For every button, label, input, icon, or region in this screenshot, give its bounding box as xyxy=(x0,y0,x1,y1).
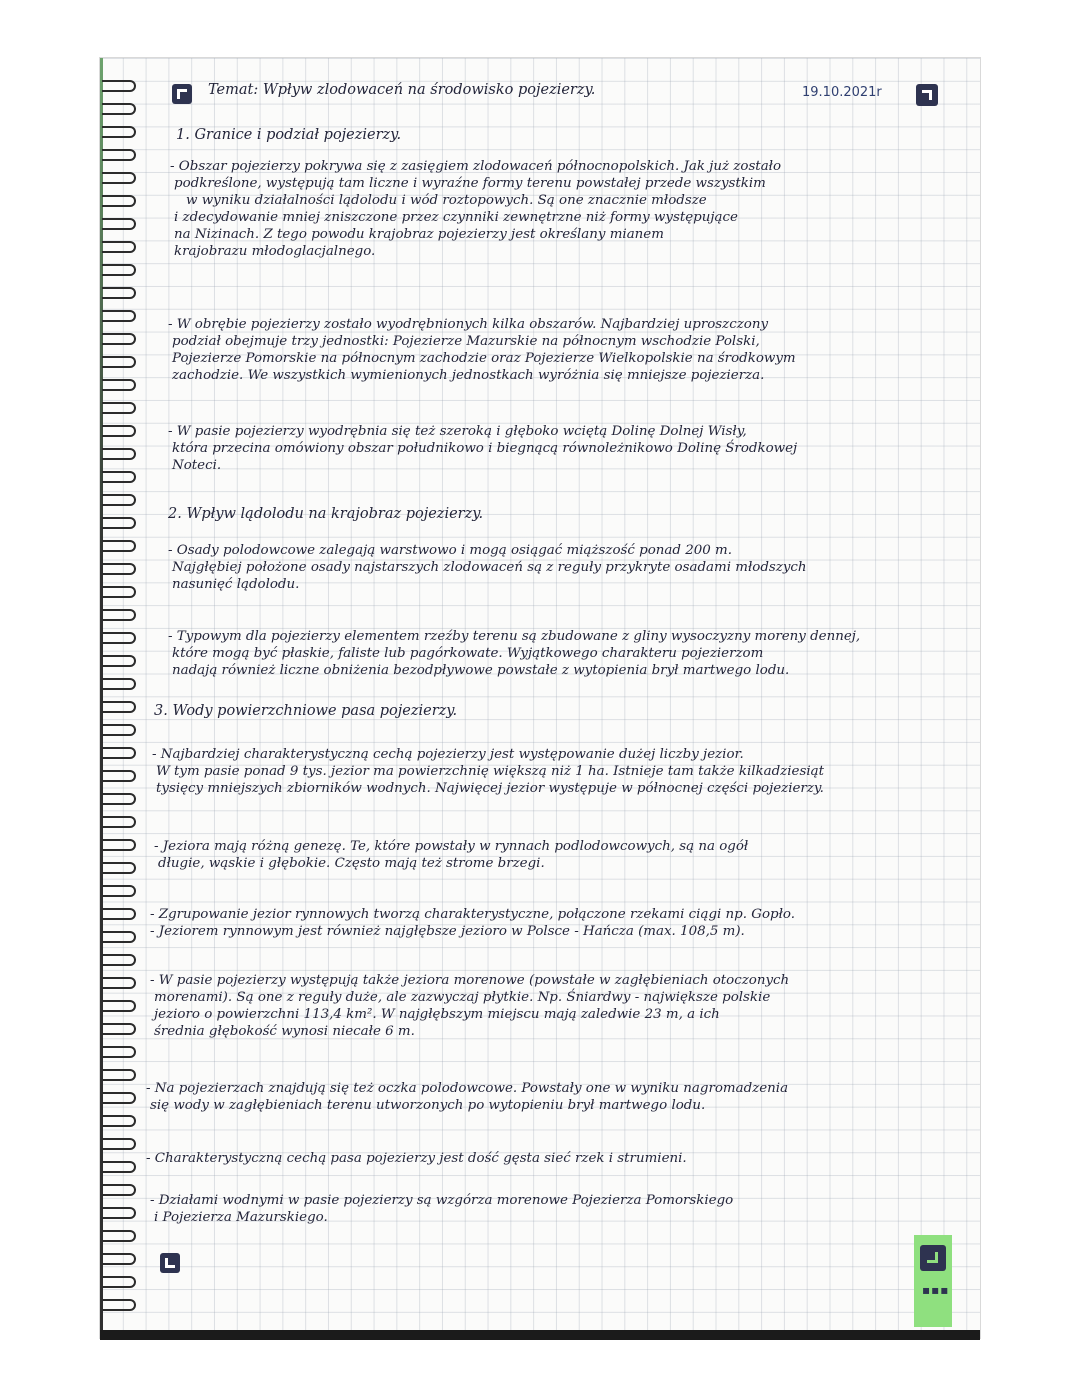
spiral-ring xyxy=(102,287,136,299)
spiral-ring xyxy=(102,586,136,598)
note-line: na Nizinach. Z tego powodu krajobraz pojezierzy jest określany mianem xyxy=(174,227,664,242)
note-line: w wyniku działalności lądolodu i wód roztopowych. Są one znacznie młodsze xyxy=(186,193,707,208)
section-heading: 2. Wpływ lądolodu na krajobraz pojezierzy. xyxy=(168,506,484,522)
note-line: W tym pasie ponad 9 tys. jezior ma powierzchnię większą niż 1 ha. Istnieje tam także kilkadziesiąt xyxy=(156,764,824,779)
spiral-ring xyxy=(102,540,136,552)
spiral-ring xyxy=(102,402,136,414)
note-line: podział obejmuje trzy jednostki: Pojezierze Mazurskie na północnym wschodzie Polski, xyxy=(172,334,760,349)
notebook-spiral-icon xyxy=(102,58,142,1338)
spiral-ring xyxy=(102,1000,136,1012)
note-line: długie, wąskie i głębokie. Często mają też strome brzegi. xyxy=(158,856,545,871)
note-line: morenami). Są one z reguły duże, ale zazwyczaj płytkie. Np. Śniardwy - największe polskie xyxy=(154,990,771,1005)
note-line: krajobrazu młodoglacjalnego. xyxy=(174,244,376,259)
spiral-ring xyxy=(102,126,136,138)
spiral-ring xyxy=(102,103,136,115)
spiral-ring xyxy=(102,1115,136,1127)
note-line: Pojezierze Pomorskie na północnym zachodzie oraz Pojezierze Wielkopolskie na środkowym xyxy=(172,351,796,366)
spiral-ring xyxy=(102,1253,136,1265)
spiral-ring xyxy=(102,793,136,805)
spiral-ring xyxy=(102,885,136,897)
note-line: jezioro o powierzchni 113,4 km². W najgłębszym miejscu mają zaledwie 23 m, a ich xyxy=(154,1007,720,1022)
spiral-ring xyxy=(102,333,136,345)
note-line: która przecina omówiony obszar południkowo i biegnącą równoleżnikowo Dolinę Środkowej xyxy=(172,441,798,456)
note-line: i Pojezierza Mazurskiego. xyxy=(154,1210,328,1225)
note-line: - Osady polodowcowe zalegają warstwowo i mogą osiągać miąższość ponad 200 m. xyxy=(168,543,732,558)
note-line: i zdecydowanie mniej zniszczone przez czynniki zewnętrzne niż formy występujące xyxy=(174,210,738,225)
spiral-ring xyxy=(102,471,136,483)
spiral-ring xyxy=(102,1023,136,1035)
spiral-ring xyxy=(102,977,136,989)
note-line: - Charakterystyczną cechą pasa pojezierzy jest dość gęsta sieć rzek i strumieni. xyxy=(146,1151,687,1166)
spiral-ring xyxy=(102,264,136,276)
note-line: - Działami wodnymi w pasie pojezierzy są wzgórza morenowe Pojezierza Pomorskiego xyxy=(150,1193,734,1208)
spiral-ring xyxy=(102,632,136,644)
spiral-ring xyxy=(102,954,136,966)
spiral-ring xyxy=(102,1161,136,1173)
note-line: średnia głębokość wynosi niecałe 6 m. xyxy=(154,1024,415,1039)
spiral-ring xyxy=(102,218,136,230)
spiral-ring xyxy=(102,494,136,506)
spiral-ring xyxy=(102,1046,136,1058)
page-bottom-edge xyxy=(100,1330,980,1340)
spiral-ring xyxy=(102,425,136,437)
spiral-ring xyxy=(102,563,136,575)
handwritten-notes xyxy=(146,70,948,1270)
spiral-ring xyxy=(102,931,136,943)
note-date: 19.10.2021r xyxy=(802,85,882,100)
note-line: - Jeziorem rynnowym jest również najgłębsze jezioro w Polsce - Hańcza (max. 108,5 m). xyxy=(150,924,745,939)
note-line: Najgłębiej położone osady najstarszych zlodowaceń są z reguły przykryte osadami młodszych xyxy=(172,560,807,575)
note-line: - Obszar pojezierzy pokrywa się z zasięgiem zlodowaceń północnopolskich. Jak już zostało xyxy=(170,159,782,174)
spiral-ring xyxy=(102,310,136,322)
note-line: - W obrębie pojezierzy zostało wyodrębnionych kilka obszarów. Najbardziej uproszczony xyxy=(168,317,769,332)
spiral-ring xyxy=(102,379,136,391)
spiral-ring xyxy=(102,724,136,736)
spiral-ring xyxy=(102,770,136,782)
spiral-ring xyxy=(102,1207,136,1219)
note-line: - Najbardziej charakterystyczną cechą pojezierzy jest występowanie dużej liczby jezior. xyxy=(152,747,744,762)
note-line: - W pasie pojezierzy wyodrębnia się też szeroką i głęboko wciętą Dolinę Dolnej Wisły, xyxy=(168,424,747,439)
spiral-ring xyxy=(102,839,136,851)
note-line: które mogą być płaskie, faliste lub pagórkowate. Wyjątkowego charakteru pojezierzom xyxy=(172,646,764,661)
spiral-ring xyxy=(102,1299,136,1311)
note-line: - Zgrupowanie jezior rynnowych tworzą charakterystyczne, połączone rzekami ciągi np. Gopło. xyxy=(150,907,796,922)
spiral-ring xyxy=(102,862,136,874)
spiral-ring xyxy=(102,172,136,184)
spiral-ring xyxy=(102,149,136,161)
spiral-ring xyxy=(102,609,136,621)
spiral-ring xyxy=(102,1276,136,1288)
spiral-ring xyxy=(102,448,136,460)
note-line: zachodzie. We wszystkich wymienionych jednostkach wyróżnia się mniejsze pojezierza. xyxy=(172,368,765,383)
spiral-ring xyxy=(102,816,136,828)
spiral-ring xyxy=(102,241,136,253)
note-line: się wody w zagłębieniach terenu utworzonych po wytopieniu brył martwego lodu. xyxy=(150,1098,706,1113)
spiral-ring xyxy=(102,195,136,207)
section-heading: 3. Wody powierzchniowe pasa pojezierzy. xyxy=(154,703,458,719)
note-line: podkreślone, występują tam liczne i wyraźne formy terenu powstałej przede wszystkim xyxy=(174,176,766,191)
tab-dots-icon: ▪▪▪ xyxy=(922,1283,950,1297)
spiral-ring xyxy=(102,80,136,92)
spiral-ring xyxy=(102,908,136,920)
spiral-ring xyxy=(102,1069,136,1081)
spiral-ring xyxy=(102,517,136,529)
note-line: - Typowym dla pojezierzy elementem rzeźby terenu są zbudowane z gliny wysoczyzny moreny dennej, xyxy=(168,629,861,644)
spiral-ring xyxy=(102,1184,136,1196)
note-line: - Jeziora mają różną genezę. Te, które powstały w rynnach podlodowcowych, są na ogół xyxy=(154,839,749,854)
spiral-ring xyxy=(102,655,136,667)
spiral-ring xyxy=(102,678,136,690)
spiral-ring xyxy=(102,356,136,368)
spiral-ring xyxy=(102,1138,136,1150)
note-line: - Na pojezierzach znajdują się też oczka polodowcowe. Powstały one w wyniku nagromadzenia xyxy=(146,1081,789,1096)
spiral-ring xyxy=(102,1092,136,1104)
section-heading: 1. Granice i podział pojezierzy. xyxy=(176,127,402,143)
spiral-ring xyxy=(102,747,136,759)
note-line: - W pasie pojezierzy występują także jeziora morenowe (powstałe w zagłębieniach otoczonych xyxy=(150,973,790,988)
note-line: nasunięć lądolodu. xyxy=(172,577,300,592)
spiral-ring xyxy=(102,701,136,713)
page-title: Temat: Wpływ zlodowaceń na środowisko pojezierzy. xyxy=(208,82,596,98)
note-line: tysięcy mniejszych zbiorników wodnych. Najwięcej jezior występuje w północnej części pojezierzy. xyxy=(156,781,824,796)
note-line: nadają również liczne obniżenia bezodpływowe powstałe z wytopienia brył martwego lodu. xyxy=(172,663,790,678)
spiral-ring xyxy=(102,1230,136,1242)
note-line: Noteci. xyxy=(172,458,222,473)
